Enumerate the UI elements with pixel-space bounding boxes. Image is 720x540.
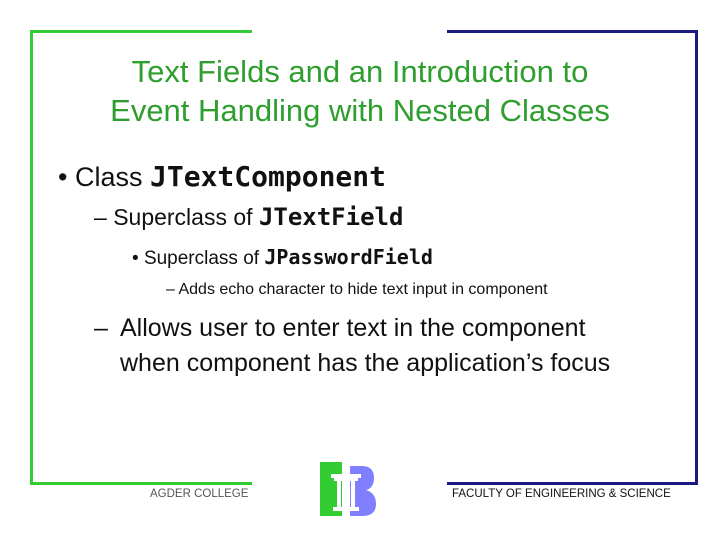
bullet-marker: – [94,314,108,342]
bullet-code: JTextComponent [150,160,387,193]
footer-right-label: FACULTY OF ENGINEERING & SCIENCE [452,488,671,500]
title-line-1: Text Fields and an Introduction to [131,54,589,89]
title-line-2: Event Handling with Nested Classes [110,93,610,128]
bullet-text: Adds echo character to hide text input in component [178,281,548,298]
bullet-marker: – [166,281,175,298]
bullet-level-2-second [94,311,674,381]
frame-left [30,30,33,485]
slide-title [40,52,680,130]
bullet-level-4 [166,281,548,299]
bullet-code: JTextField [258,203,404,231]
bullet-code: JPasswordField [264,245,433,269]
bullet-marker: – [94,204,107,230]
frame-bottom-left [30,482,252,485]
bullet-marker: • [132,248,139,269]
bullet-text: Superclass of [113,204,253,230]
frame-top-right [447,30,698,33]
frame-top-left [30,30,252,33]
bullet-text: Superclass of [143,248,260,269]
frame-right [695,30,698,485]
bullet-level-2 [94,203,403,231]
bullet-level-3 [132,245,433,270]
frame-bottom-right [447,482,698,485]
footer-left-label: AGDER COLLEGE [150,488,249,500]
bullet-marker: • [58,162,68,192]
bullet-level-1 [58,160,386,193]
bullet-text: Class [74,162,143,192]
college-logo-icon [320,462,376,520]
bullet-text: Allows user to enter text in the component when component has the application’s focus [120,314,611,377]
